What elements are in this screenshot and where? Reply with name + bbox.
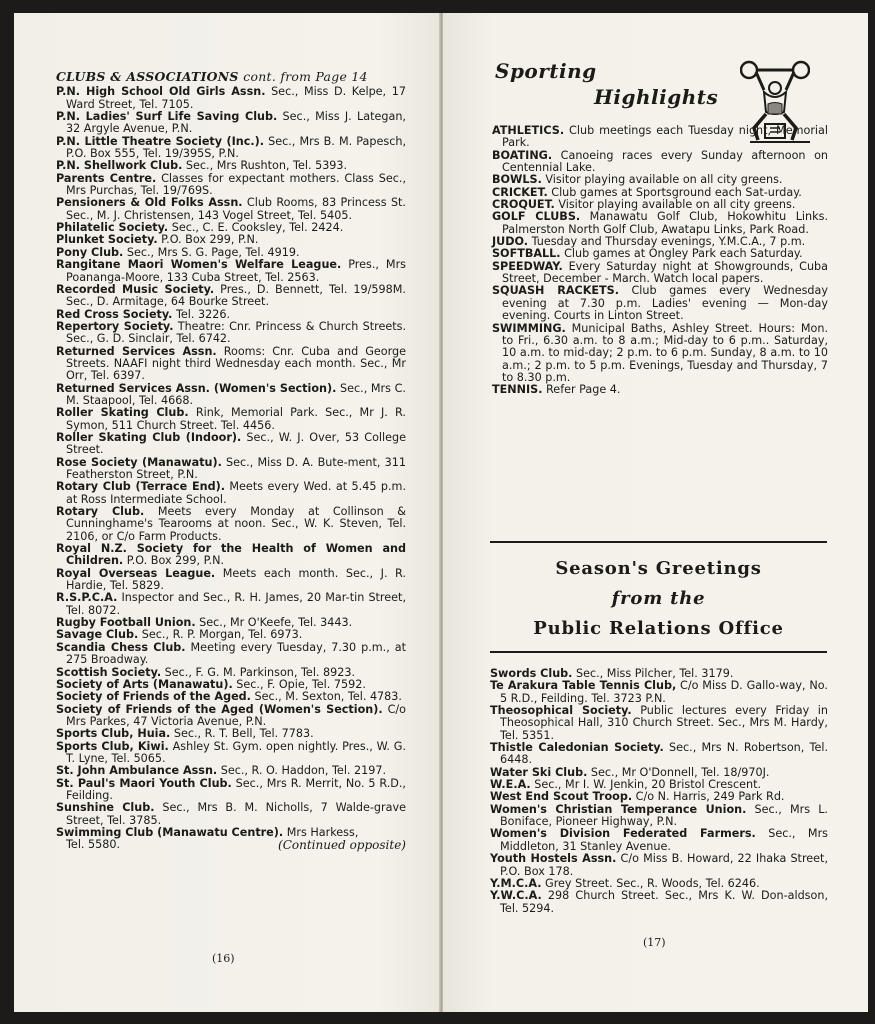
greeting-line: Public Relations Office xyxy=(533,618,784,639)
club-entry: P.N. Ladies' Surf Life Saving Club. Sec., Miss J. Lategan, 32 Argyle Avenue, P.N. xyxy=(56,110,406,136)
club-entry: R.S.P.C.A. Inspector and Sec., R. H. James, 20 Mar-tin Street, Tel. 8072. xyxy=(56,591,406,617)
greeting-line: Season's Greetings xyxy=(555,558,762,579)
club-entry: Repertory Society. Theatre: Cnr. Princess & Church Streets. Sec., G. D. Sinclair, Tel. 6742. xyxy=(56,319,406,346)
club-entry: Swords Club. Sec., Miss Pilcher, Tel. 3179. xyxy=(490,667,734,680)
sport-entry: ATHLETICS. Club meetings each Tuesday night, Memorial Park. xyxy=(492,124,828,150)
club-entry: Water Ski Club. Sec., Mr O'Donnell, Tel. 18/970J. xyxy=(490,765,770,779)
sport-entry: JUDO. Tuesday and Thursday evenings, Y.M.C.A., 7 p.m. xyxy=(492,235,806,249)
club-entry: Youth Hostels Assn. C/o Miss B. Howard, 22 Ihaka Street, P.O. Box 178. xyxy=(490,852,828,878)
divider xyxy=(490,541,827,543)
right-page xyxy=(443,13,868,1012)
section-heading: CLUBS & ASSOCIATIONS cont. from Page 14 xyxy=(56,69,368,84)
club-entry: Savage Club. Sec., R. P. Morgan, Tel. 6973. xyxy=(56,628,303,642)
page-number: (16) xyxy=(212,952,235,965)
club-entry: Rose Society (Manawatu). Sec., Miss D. A. Bute-ment, 311 Featherston Street, P.N. xyxy=(56,455,406,481)
club-entry: Pensioners & Old Folks Assn. Club Rooms, 83 Princess St. Sec., M. J. Christensen, 143 Vogel Street, Tel. 5405. xyxy=(56,196,406,222)
club-entry: Swimming Club (Manawatu Centre). Mrs Harkess, Tel. 5580. (Continued opposite) xyxy=(56,825,406,853)
sport-entry: GOLF CLUBS. Manawatu Golf Club, Hokowhitu Links. Palmerston North Golf Club, Awatapu Links, Park Road. xyxy=(492,210,828,236)
club-entry: St. John Ambulance Assn. Sec., R. O. Haddon, Tel. 2197. xyxy=(56,764,387,778)
sport-entry: SOFTBALL. Club games at Ongley Park each Saturday. xyxy=(492,247,803,261)
club-entry: Returned Services Assn. Rooms: Cnr. Cuba and George Streets. NAAFI night third Wednesday each month. Sec., Mr Orr, Tel. 6397. xyxy=(56,344,406,383)
club-entry: Y.M.C.A. Grey Street. Sec., R. Woods, Tel. 6246. xyxy=(490,876,760,890)
sport-entry: SPEEDWAY. Every Saturday night at Showgrounds, Cuba Street, December - March. Watch local papers. xyxy=(492,259,828,286)
club-entry: West End Scout Troop. C/o N. Harris, 249 Park Rd. xyxy=(490,790,785,804)
club-entry: Women's Division Federated Farmers. Sec., Mrs Middleton, 31 Stanley Avenue. xyxy=(490,827,828,853)
club-entry: P.N. High School Old Girls Assn. Sec., Miss D. Kelpe, 17 Ward Street, Tel. 7105. xyxy=(56,85,406,111)
club-entry: Rotary Club. Meets every Monday at Collinson & Cunninghame's Tearooms at noon. Sec., W. K. Steven, Tel. 2106, or C/o Farm Products. xyxy=(56,505,407,543)
club-entry: Te Arakura Table Tennis Club, C/o Miss D. Gallo-way, No. 5 R.D., Feilding. Tel. 3723 P.N. xyxy=(490,679,828,705)
continued-note: (Continued opposite) xyxy=(278,838,406,853)
club-entry: Pony Club. Sec., Mrs S. G. Page, Tel. 4919. xyxy=(56,245,300,259)
club-entry: Theosophical Society. Public lectures every Friday in Theosophical Hall, 310 Church Street. Sec., Mrs M. Hardy, Tel. 5351. xyxy=(490,704,829,742)
sport-entry: TENNIS. Refer Page 4. xyxy=(492,383,621,397)
club-entry: Returned Services Assn. (Women's Section). Sec., Mrs C. M. Staapool, Tel. 4668. xyxy=(56,381,406,407)
highlights-title: Highlights xyxy=(594,85,719,109)
club-entry: Roller Skating Club. Rink, Memorial Park. Sec., Mr J. R. Symon, 511 Church Street. Tel. 4456. xyxy=(56,406,406,432)
club-entry: Y.W.C.A. 298 Church Street. Sec., Mrs K. W. Don-aldson, Tel. 5294. xyxy=(490,889,828,915)
club-entry: P.N. Little Theatre Society (Inc.). Sec., Mrs B. M. Papesch, P.O. Box 555, Tel. 19/395S, P.N. xyxy=(56,134,406,161)
club-entry: Thistle Caledonian Society. Sec., Mrs N. Robertson, Tel. 6448. xyxy=(490,741,829,767)
sport-entry: SWIMMING. Municipal Baths, Ashley Street. Hours: Mon. to Fri., 6.30 a.m. to 8 a.m.; Mid-day to 6 p.m.. Saturday, 10 a.m. to mid-day; 2 p.m. to 6 p.m. Sunday, 8 a.m. to 10 a.m.; 2 p.m. to 5 p.m. Evenings, Tuesday and Thursday, 7 to 8.30 p.m. xyxy=(492,321,828,384)
club-entry: Roller Skating Club (Indoor). Sec., W. J. Over, 53 College Street. xyxy=(56,430,406,457)
club-entry: Society of Friends of the Aged (Women's Section). C/o Mrs Parkes, 47 Victoria Avenue, P.N. xyxy=(56,702,407,728)
greeting-line: from the xyxy=(611,588,706,609)
sporting-list xyxy=(492,125,828,397)
club-entry: Society of Arts (Manawatu). Sec., F. Opie, Tel. 7592. xyxy=(56,677,366,691)
club-entry: P.N. Shellwork Club. Sec., Mrs Rushton, Tel. 5393. xyxy=(56,159,348,173)
club-entry: Sports Club, Huia. Sec., R. T. Bell, Tel. 7783. xyxy=(56,727,314,741)
sport-entry: BOWLS. Visitor playing available on all city greens. xyxy=(492,173,783,187)
club-entry: Scottish Society. Sec., F. G. M. Parkinson, Tel. 8923. xyxy=(56,665,356,679)
club-entry: Rotary Club (Terrace End). Meets every Wed. at 5.45 p.m. at Ross Intermediate School. xyxy=(56,480,406,506)
club-entry: Royal Overseas League. Meets each month. Sec., J. R. Hardie, Tel. 5829. xyxy=(56,566,406,593)
club-entry: Red Cross Society. Tel. 3226. xyxy=(56,307,231,321)
sport-entry: SQUASH RACKETS. Club games every Wednesday evening at 7.30 p.m. Ladies' evening — Mon-day evening. Courts in Linton Street. xyxy=(492,284,829,323)
club-entry: Royal N.Z. Society for the Health of Women and Children. P.O. Box 299, P.N. xyxy=(56,542,406,568)
club-entry: W.E.A. Sec., Mr I. W. Jenkin, 20 Bristol Crescent. xyxy=(490,778,762,792)
club-entry: Recorded Music Society. Pres., D. Bennett, Tel. 19/598M. Sec., D. Armitage, 64 Bourke Street. xyxy=(56,282,406,309)
sport-entry: CROQUET. Visitor playing available on all city greens. xyxy=(492,198,796,212)
club-entry: Society of Friends of the Aged. Sec., M. Sexton, Tel. 4783. xyxy=(56,690,402,704)
club-entry: Philatelic Society. Sec., C. E. Cooksley, Tel. 2424. xyxy=(56,221,344,235)
sporting-title: Sporting xyxy=(495,59,597,83)
left-page xyxy=(14,13,441,1012)
clubs-list-continued xyxy=(56,71,406,852)
sport-entry: CRICKET. Club games at Sportsground each Sat-urday. xyxy=(492,185,802,199)
club-entries xyxy=(490,668,828,915)
divider xyxy=(490,651,827,653)
club-entry: Parents Centre. Classes for expectant mothers. Class Sec., Mrs Purchas, Tel. 19/769S. xyxy=(56,171,406,198)
club-entry: Rangitane Maori Women's Welfare League. Pres., Mrs Poananga-Moore, 133 Cuba Street, Tel. 2563. xyxy=(56,258,406,284)
club-entry: Women's Christian Temperance Union. Sec., Mrs L. Boniface, Pioneer Highway, P.N. xyxy=(490,802,828,829)
club-entry: Sports Club, Kiwi. Ashley St. Gym. open nightly. Pres., W. G. T. Lyne, Tel. 5065. xyxy=(56,739,407,765)
club-entry: Scandia Chess Club. Meeting every Tuesday, 7.30 p.m., at 275 Broadway. xyxy=(56,640,406,667)
page-number: (17) xyxy=(643,936,666,949)
club-entry: Sunshine Club. Sec., Mrs B. M. Nicholls, 7 Walde-grave Street, Tel. 3785. xyxy=(56,801,406,827)
club-entry: Plunket Society. P.O. Box 299, P.N. xyxy=(56,233,259,247)
club-entry: Rugby Football Union. Sec., Mr O'Keefe, Tel. 3443. xyxy=(56,616,353,630)
club-entry: St. Paul's Maori Youth Club. Sec., Mrs R. Merrit, No. 5 R.D., Feilding. xyxy=(56,776,406,802)
sport-entry: BOATING. Canoeing races every Sunday afternoon on Centennial Lake. xyxy=(492,148,828,175)
club-entries xyxy=(56,86,406,827)
